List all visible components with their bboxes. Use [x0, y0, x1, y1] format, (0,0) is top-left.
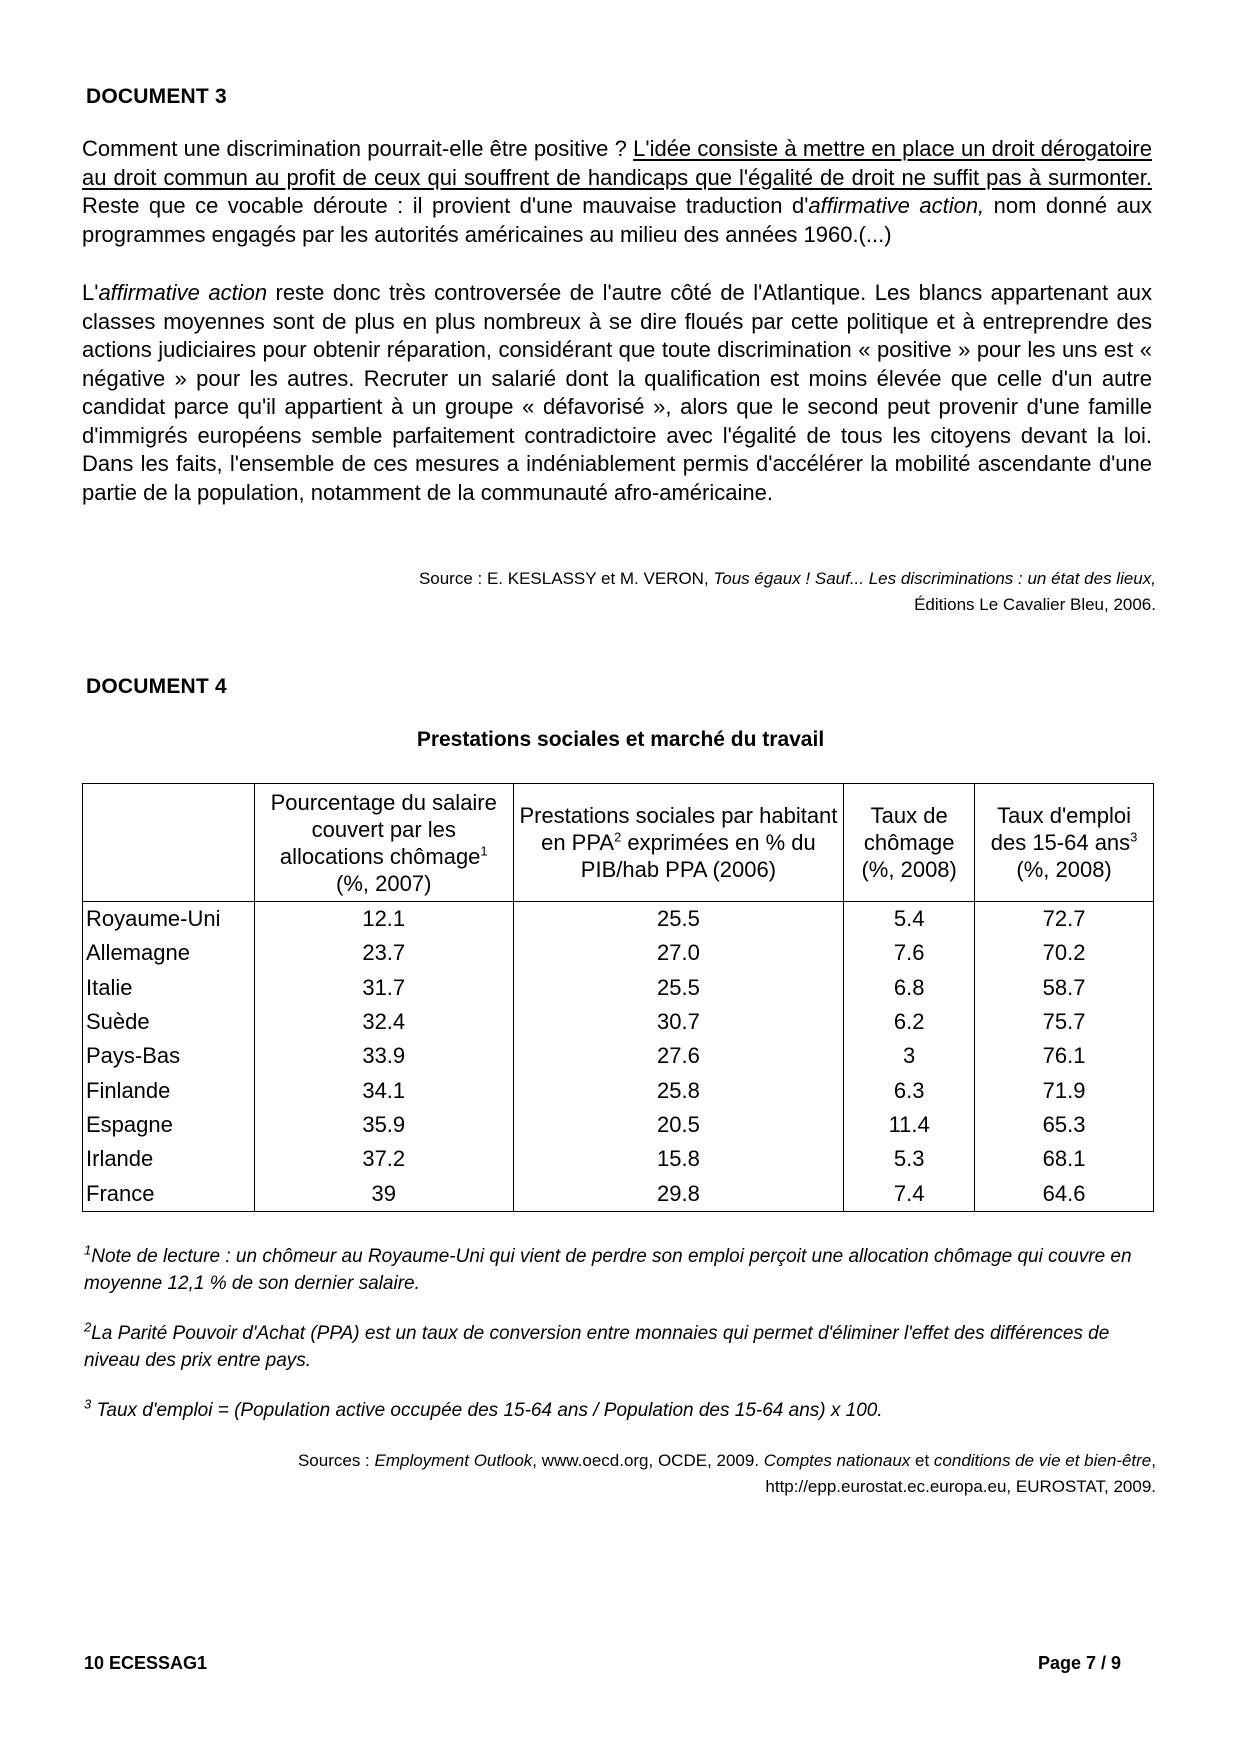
para1-underlined: L'idée consiste à mettre en place un droit dérogatoire au droit commun au profit de ceux qui souffrent de handicaps que l'égalité de droit ne suffit pas à surmonter. — [82, 136, 1152, 190]
cell-emploi: 65.3 — [975, 1108, 1154, 1142]
source-line-2: Éditions Le Cavalier Bleu, 2006. — [914, 595, 1156, 614]
header-prestations — [513, 784, 844, 902]
sources-title-3: conditions de vie et bien-être — [933, 1451, 1152, 1470]
cell-emploi: 58.7 — [975, 971, 1154, 1005]
cell-allocation: 12.1 — [254, 902, 513, 937]
cell-prestations: 27.6 — [513, 1039, 844, 1073]
cell-allocation: 33.9 — [254, 1039, 513, 1073]
cell-emploi: 70.2 — [975, 936, 1154, 970]
sources-mid: , www.oecd.org, OCDE, 2009. — [532, 1451, 764, 1470]
header-allocation-label: Pourcentage du salaire couvert par les allocations chômage — [270, 789, 497, 869]
header-chomage — [844, 784, 975, 902]
footnote-2-number: 2 — [84, 1319, 92, 1335]
table-row — [83, 1142, 1154, 1176]
cell-chomage: 3 — [844, 1039, 975, 1073]
cell-country: Espagne — [83, 1108, 255, 1142]
cell-chomage: 5.3 — [844, 1142, 975, 1176]
footnote-1-text: Note de lecture : un chômeur au Royaume-Uni qui vient de perdre son emploi perçoit une allocation chômage qui couvre en moyenne 12,1 % de son dernier salaire. — [84, 1246, 1132, 1294]
table-row — [83, 1039, 1154, 1073]
source-prefix: Source : E. KESLASSY et M. VERON, — [418, 569, 714, 588]
data-table — [82, 783, 1154, 1212]
cell-allocation: 23.7 — [254, 936, 513, 970]
sources-prefix: Sources : — [297, 1451, 375, 1470]
cell-country: Royaume-Uni — [83, 902, 255, 937]
sources-end: , — [1151, 1451, 1156, 1470]
cell-allocation: 34.1 — [254, 1073, 513, 1107]
cell-allocation: 37.2 — [254, 1142, 513, 1176]
cell-prestations: 29.8 — [513, 1176, 844, 1211]
table-row — [83, 1176, 1154, 1211]
header-emploi-label: Taux d'emploi des 15-64 ans — [990, 803, 1131, 855]
cell-emploi: 64.6 — [975, 1176, 1154, 1211]
header-emploi-sup: 3 — [1130, 829, 1138, 845]
footnote-3-text: Taux d'emploi = (Population active occupée des 15-64 ans / Population des 15-64 ans) x 100. — [91, 1400, 883, 1421]
table-row — [83, 971, 1154, 1005]
header-prestations-sup: 2 — [614, 829, 622, 845]
cell-country: Suède — [83, 1005, 255, 1039]
footnote-1-number: 1 — [84, 1242, 92, 1258]
cell-emploi: 68.1 — [975, 1142, 1154, 1176]
para2-end: reste donc très controversée de l'autre côté de l'Atlantique. Les blancs appartenant aux classes moyennes sont de plus en plus nombreux à se dire floués par cette politique et à entreprendre des actions judiciaires pour obtenir réparation, considérant que toute discrimination « positive » pour les uns est « négative » pour les autres. Recruter un salarié dont la qualification est moins élevée que celle d'un autre candidat parce qu'il appartient à un groupe « défavorisé », alors que le second peut provenir d'une famille d'immigrés européens semble parfaitement contradictoire avec l'égalité de tous les citoyens devant la loi. Dans les faits, l'ensemble de ces mesures a indéniablement permis d'accélérer la mobilité ascendante d'une partie de la population, notamment de la communauté afro-américaine. — [82, 280, 1153, 505]
cell-chomage: 6.8 — [844, 971, 975, 1005]
cell-country: Finlande — [83, 1073, 255, 1107]
table-row — [83, 1073, 1154, 1107]
footnote-1 — [84, 1243, 1154, 1297]
source-line-1 — [156, 566, 1156, 592]
footnote-2-text: La Parité Pouvoir d'Achat (PPA) est un taux de conversion entre monnaies qui permet d'éliminer l'effet des différences de niveau des prix entre pays. — [84, 1323, 1110, 1371]
cell-prestations: 25.5 — [513, 902, 844, 937]
header-allocation-tail: (%, 2007) — [336, 870, 432, 896]
cell-prestations: 30.7 — [513, 1005, 844, 1039]
sources-line-1 — [156, 1448, 1156, 1474]
sources-and: et — [910, 1451, 934, 1470]
table-title: Prestations sociales et marché du travail — [416, 728, 825, 751]
cell-emploi: 76.1 — [975, 1039, 1154, 1073]
para2-italic: affirmative action — [98, 280, 268, 305]
footnote-3 — [84, 1397, 1154, 1424]
cell-chomage: 7.4 — [844, 1176, 975, 1211]
para1-start: Comment une discrimination pourrait-elle être positive ? — [82, 136, 634, 161]
cell-prestations: 25.5 — [513, 971, 844, 1005]
cell-country: Allemagne — [83, 936, 255, 970]
cell-prestations: 25.8 — [513, 1073, 844, 1107]
document-3-paragraph-1 — [82, 135, 1152, 249]
sources-title-2: Comptes nationaux — [763, 1451, 911, 1470]
cell-prestations: 20.5 — [513, 1108, 844, 1142]
header-emploi-tail: (%, 2008) — [1016, 857, 1112, 882]
footnote-2 — [84, 1320, 1154, 1374]
footer-page-number: Page 7 / 9 — [1037, 1653, 1121, 1673]
header-chomage-label: Taux de chômage (%, 2008) — [861, 803, 957, 882]
header-allocation-sup: 1 — [480, 843, 488, 859]
cell-emploi: 75.7 — [975, 1005, 1154, 1039]
cell-emploi: 72.7 — [975, 902, 1154, 937]
document-3-source — [156, 566, 1156, 618]
para1-end: nom donné aux programmes engagés par les autorités américaines au milieu des années 1960.(...) — [82, 193, 1152, 247]
para2-start: L' — [82, 280, 99, 305]
header-allocation — [254, 784, 513, 902]
para1-middle: Reste que ce vocable déroute : il provient d'une mauvaise traduction d' — [82, 193, 809, 218]
header-blank — [83, 784, 255, 902]
cell-allocation: 32.4 — [254, 1005, 513, 1039]
source-title: Tous égaux ! Sauf... Les discriminations : un état des lieux, — [713, 569, 1156, 588]
cell-emploi: 71.9 — [975, 1073, 1154, 1107]
table-row — [83, 1005, 1154, 1039]
header-emploi — [975, 784, 1154, 902]
table-row — [83, 902, 1154, 937]
cell-chomage: 11.4 — [844, 1108, 975, 1142]
cell-chomage: 6.3 — [844, 1073, 975, 1107]
sources-title-1: Employment Outlook — [374, 1451, 533, 1470]
cell-allocation: 39 — [254, 1176, 513, 1211]
table-header-row — [83, 784, 1154, 902]
para1-italic: affirmative action, — [808, 193, 985, 218]
cell-chomage: 6.2 — [844, 1005, 975, 1039]
document-3-heading: DOCUMENT 3 — [86, 85, 227, 108]
table-row — [83, 936, 1154, 970]
cell-prestations: 15.8 — [513, 1142, 844, 1176]
cell-chomage: 5.4 — [844, 902, 975, 937]
cell-allocation: 35.9 — [254, 1108, 513, 1142]
document-4-heading: DOCUMENT 4 — [86, 675, 227, 698]
cell-country: Italie — [83, 971, 255, 1005]
cell-chomage: 7.6 — [844, 936, 975, 970]
footer-exam-code: 10 ECESSAG1 — [84, 1653, 208, 1673]
cell-allocation: 31.7 — [254, 971, 513, 1005]
document-3-paragraph-2 — [82, 279, 1152, 507]
cell-country: Irlande — [83, 1142, 255, 1176]
cell-country: Pays-Bas — [83, 1039, 255, 1073]
document-4-sources — [156, 1448, 1156, 1500]
cell-prestations: 27.0 — [513, 936, 844, 970]
table-row — [83, 1108, 1154, 1142]
footnote-3-number: 3 — [84, 1396, 92, 1412]
header-prestations-tail: exprimées en % du PIB/hab PPA (2006) — [580, 830, 816, 882]
cell-country: France — [83, 1176, 255, 1211]
header-prestations-label: Prestations sociales par habitant en PPA — [519, 803, 838, 855]
sources-line-2: http://epp.eurostat.ec.europa.eu, EUROSTAT, 2009. — [765, 1477, 1156, 1496]
